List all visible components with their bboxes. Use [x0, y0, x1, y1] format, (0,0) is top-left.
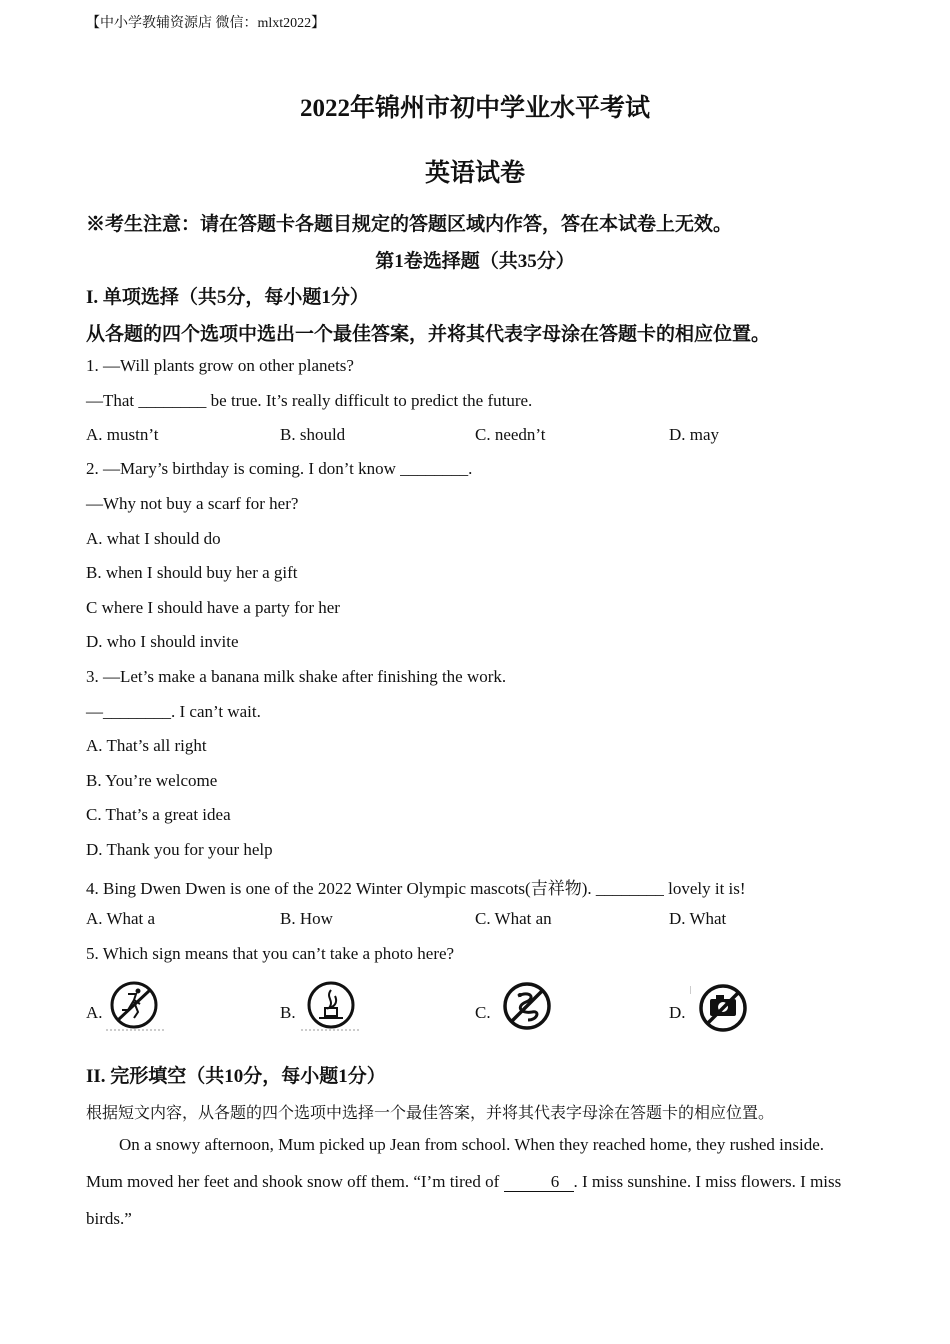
header-note: 【中小学教辅资源店 微信：mlxt2022】 [86, 16, 326, 31]
no-snake-sign-icon [500, 980, 554, 1034]
cloze-blank-6: 6 [504, 1173, 574, 1192]
volume-heading: 第1卷选择题（共35分） [375, 251, 575, 272]
q5-option-d: D. [669, 1003, 686, 1022]
q3-option-d: D. Thank you for your help [86, 840, 273, 859]
q1-line1: 1. —Will plants grow on other planets? [86, 356, 354, 375]
q2-option-d: D. who I should invite [86, 632, 239, 651]
q1-option-a: A. mustn’t [86, 425, 159, 444]
q2-option-b: B. when I should buy her a gift [86, 563, 298, 582]
q4-option-a: A. What a [86, 909, 156, 928]
no-camera-sign-icon [690, 982, 750, 1036]
section1-heading: I. 单项选择（共5分，每小题1分） [86, 287, 369, 308]
q5-option-a: A. [86, 1003, 103, 1022]
q5-option-c: C. [475, 1003, 491, 1022]
q3-option-a: A. That’s all right [86, 736, 207, 755]
q3-option-c: C. That’s a great idea [86, 805, 231, 824]
q4-option-b: B. How [280, 909, 333, 928]
cloze-paragraph [86, 1126, 861, 1237]
q1-line2: —That ________ be true. It’s really difficult to predict the future. [86, 391, 533, 410]
q2-line1: 2. —Mary’s birthday is coming. I don’t know ________. [86, 459, 473, 478]
q1-option-d: D. may [669, 425, 720, 444]
q4-line1: 4. Bing Dwen Dwen is one of the 2022 Winter Olympic mascots(吉祥物). ________ lovely it is! [86, 879, 746, 898]
q1-option-b: B. should [280, 425, 346, 444]
no-fire-sign-icon [301, 980, 359, 1034]
exam-title: 2022年锦州市初中学业水平考试 [299, 95, 650, 122]
q1-option-c: C. needn’t [475, 425, 546, 444]
q3-option-b: B. You’re welcome [86, 771, 218, 790]
q4-option-d: D. What [669, 909, 727, 928]
section2-heading: II. 完形填空（共10分，每小题1分） [86, 1066, 386, 1087]
cloze-text-part2: . I miss sunshine. I miss flowers. I miss birds.” [86, 1172, 842, 1228]
q2-option-c: C where I should have a party for her [86, 598, 340, 617]
q5-option-b: B. [280, 1003, 296, 1022]
q4-option-c: C. What an [475, 909, 552, 928]
q3-line1: 3. —Let’s make a banana milk shake after finishing the work. [86, 667, 507, 686]
q2-option-a: A. what I should do [86, 529, 221, 548]
exam-subtitle: 英语试卷 [424, 160, 525, 187]
cloze-text-part1: On a snowy afternoon, Mum picked up Jean from school. When they reached home, they rushed inside. Mum moved her feet and shook snow off them. “I’m tired of [86, 1135, 825, 1191]
q2-line2: —Why not buy a scarf for her? [86, 494, 299, 513]
q5-line1: 5. Which sign means that you can’t take a photo here? [86, 944, 455, 963]
q3-line2: —________. I can’t wait. [86, 702, 261, 721]
no-running-sign-icon [106, 980, 164, 1034]
candidate-notice: ※考生注意：请在答题卡各题目规定的答题区域内作答，答在本试卷上无效。 [86, 214, 733, 235]
section1-instruction: 从各题的四个选项中选出一个最佳答案，并将其代表字母涂在答题卡的相应位置。 [86, 324, 771, 345]
section2-instruction: 根据短文内容，从各题的四个选项中选择一个最佳答案，并将其代表字母涂在答题卡的相应位置。 [86, 1105, 775, 1122]
